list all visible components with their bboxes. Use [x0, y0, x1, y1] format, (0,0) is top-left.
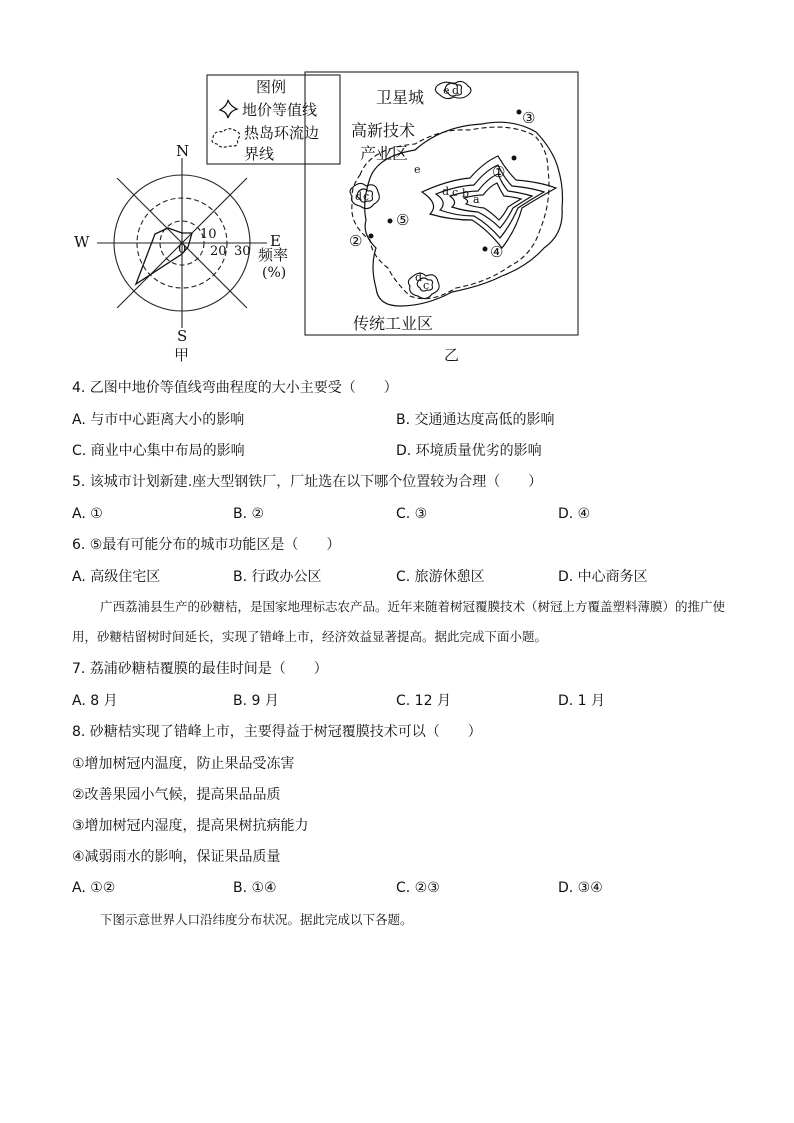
ring-label-30: 30 [234, 244, 251, 259]
point-3-label: ③ [522, 109, 536, 127]
point-1-label: ① [492, 163, 506, 181]
q4-option-c: C. 商业中心集中布局的影响 [72, 443, 245, 459]
q4-stem: 4. 乙图中地价等值线弯曲程度的大小主要受（ ） [72, 380, 398, 396]
legend-item-heat-island-2: 界线 [244, 145, 275, 163]
q8-option-a: A. ①② [72, 880, 116, 896]
hitech-label-1: 高新技术 [351, 121, 416, 140]
percent-label: (%) [262, 265, 287, 281]
q7-option-b: B. 9 月 [233, 693, 279, 709]
legend-item-contour: 地价等值线 [242, 101, 318, 119]
q4-option-b: B. 交通通达度高低的影响 [396, 412, 555, 428]
q6-option-d: D. 中心商务区 [558, 569, 648, 585]
q8-option-c: C. ②③ [396, 880, 440, 896]
point-2-dot [369, 234, 374, 239]
hitech-c-label: c [363, 190, 370, 203]
north-label: N [176, 142, 190, 160]
passage-world-population: 下图示意世界人口沿纬度分布状况。据此完成以下各题。 [100, 912, 413, 927]
figure [70, 70, 590, 370]
passage-sugar-orange: 广西荔浦县生产的砂糖桔，是国家地理标志农产品。近年来随着树冠覆膜技术（树冠上方覆盖塑料薄膜）的推广使用，砂糖桔留树时间延长，实现了错峰上市，经济效益显著提高。据此完成下面小题。 [72, 599, 726, 644]
caption-jia: 甲 [174, 346, 190, 364]
point-5-label: ⑤ [396, 211, 410, 229]
land-price-contour-c [436, 165, 544, 238]
caption-yi: 乙 [444, 346, 460, 364]
traditional-c-label: c [423, 279, 430, 292]
hitech-label-2: 产业区 [360, 144, 409, 163]
city-map [305, 72, 578, 364]
east-label: E [270, 232, 281, 250]
point-2-label: ② [349, 232, 363, 250]
legend [207, 75, 340, 164]
point-4-dot [483, 247, 488, 252]
hitech-d-label: d [355, 190, 363, 203]
point-5-dot [388, 219, 393, 224]
contour-a-label: a [473, 193, 480, 206]
satellite-d-label: d [452, 84, 460, 97]
q6-option-c: C. 旅游休憩区 [396, 569, 485, 585]
legend-title: 图例 [256, 78, 287, 96]
ring-label-10: 10 [200, 227, 217, 242]
q7-option-d: D. 1 月 [558, 693, 606, 709]
ring-label-20: 20 [210, 244, 227, 259]
q8-statement-4: ④减弱雨水的影响，保证果品质量 [72, 849, 281, 865]
legend-item-heat-island-1: 热岛环流边 [244, 124, 320, 142]
q8-stem: 8. 砂糖桔实现了错峰上市，主要得益于树冠覆膜技术可以（ ） [72, 724, 482, 740]
q8-option-d: D. ③④ [558, 880, 603, 896]
q6-option-a: A. 高级住宅区 [72, 569, 161, 585]
figure-svg [70, 70, 590, 370]
south-label: S [177, 327, 188, 345]
contour-b-label: b [462, 187, 470, 200]
q8-statement-2: ②改善果园小气候，提高果品品质 [72, 787, 281, 803]
satellite-city-label: 卫星城 [376, 88, 425, 107]
q8-statement-3: ③增加树冠内湿度，提高果树抗病能力 [72, 818, 309, 834]
q8-statement-1: ①增加树冠内温度，防止果品受冻害 [72, 756, 295, 772]
traditional-d-label: d [415, 271, 423, 284]
contour-d-label: d [442, 185, 450, 198]
point-1-dot [512, 156, 517, 161]
q4-option-a: A. 与市中心距离大小的影响 [72, 412, 245, 428]
wind-rose [74, 142, 288, 364]
contour-c-label: c [452, 186, 459, 199]
q7-option-a: A. 8 月 [72, 693, 118, 709]
q5-option-d: D. ④ [558, 506, 591, 522]
q5-option-c: C. ③ [396, 506, 428, 522]
ring-label-0: 0 [178, 242, 187, 257]
q5-stem: 5. 该城市计划新建.座大型钢铁厂，厂址选在以下哪个位置较为合理（ ） [72, 474, 543, 490]
q7-option-c: C. 12 月 [396, 693, 451, 709]
point-3-dot [517, 110, 522, 115]
q5-option-a: A. ① [72, 506, 103, 522]
q7-stem: 7. 荔浦砂糖桔覆膜的最佳时间是（ ） [72, 661, 328, 677]
contour-e-label: e [414, 163, 421, 176]
q4-option-d: D. 环境质量优劣的影响 [396, 443, 542, 459]
traditional-industry-label: 传统工业区 [353, 314, 434, 333]
q8-option-b: B. ①④ [233, 880, 277, 896]
q6-stem: 6. ⑤最有可能分布的城市功能区是（ ） [72, 537, 341, 553]
q5-option-b: B. ② [233, 506, 265, 522]
q6-option-b: B. 行政办公区 [233, 569, 322, 585]
frequency-label: 频率 [258, 246, 289, 264]
satellite-e-label: e [443, 84, 450, 97]
point-4-label: ④ [490, 243, 504, 261]
west-label: W [74, 233, 90, 251]
